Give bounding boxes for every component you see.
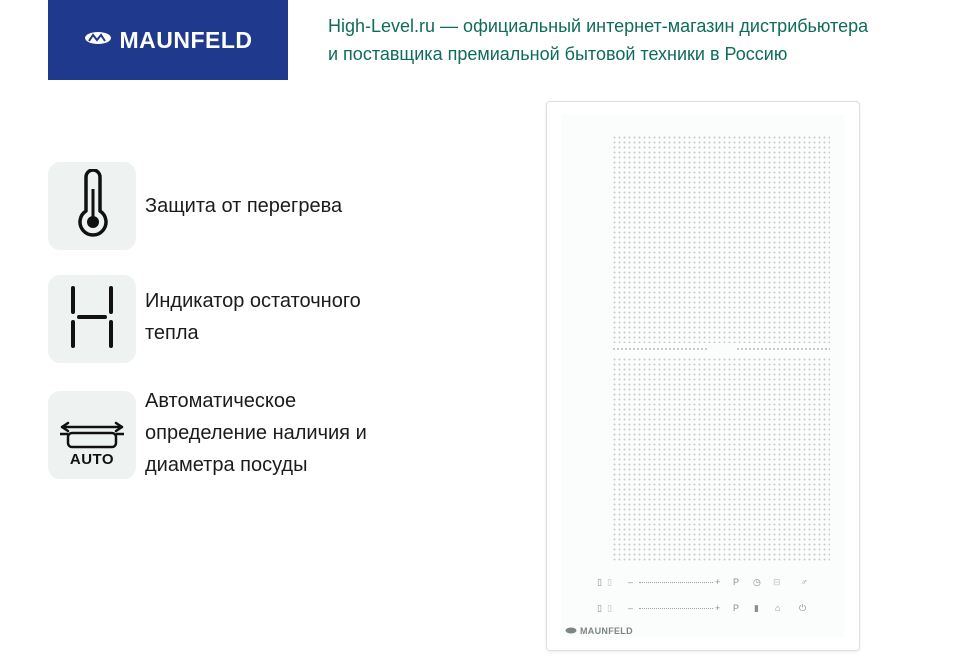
cooking-zone-top bbox=[612, 135, 830, 343]
zone-icon[interactable]: ▯ bbox=[597, 577, 602, 587]
power-slider[interactable] bbox=[639, 582, 713, 583]
feature-icon-tile bbox=[48, 391, 136, 479]
feature-label-line: диаметра посуды bbox=[145, 454, 308, 476]
zone-icon[interactable]: ▯ bbox=[597, 603, 602, 613]
hob-brand-logo bbox=[565, 626, 633, 636]
pause-button[interactable]: P bbox=[733, 577, 740, 587]
zone-indicator-icon: ▯ bbox=[607, 603, 612, 613]
control-row-bottom-zone bbox=[547, 600, 859, 616]
feature-icon-tile bbox=[48, 162, 136, 250]
brand-name: MAUNFELD bbox=[119, 26, 253, 53]
zone-divider-marker bbox=[707, 344, 735, 354]
control-row-top-zone bbox=[547, 574, 859, 590]
lock-icon[interactable]: ⊟ bbox=[773, 577, 781, 587]
minus-button[interactable]: – bbox=[628, 577, 634, 587]
plus-button[interactable]: + bbox=[715, 577, 721, 587]
feature-label bbox=[145, 285, 361, 349]
feature-label-line: тепла bbox=[145, 322, 199, 344]
zone-indicator-icon: ▯ bbox=[607, 577, 612, 587]
feature-auto-pan-detection bbox=[48, 391, 367, 481]
cooking-zone-bottom bbox=[612, 357, 830, 563]
feature-label-line: Индикатор остаточного bbox=[145, 290, 361, 312]
feature-icon-tile bbox=[48, 275, 136, 363]
feature-label-line: Защита от перегрева bbox=[145, 195, 343, 217]
feature-label-line: Автоматическое bbox=[145, 390, 297, 412]
plus-button[interactable]: + bbox=[715, 603, 721, 613]
feature-overheat-protection bbox=[48, 162, 342, 250]
header-line-2: и поставщика премиальной бытовой техники в Россию bbox=[328, 44, 788, 64]
boost-icon[interactable]: ⌂ bbox=[775, 603, 781, 613]
feature-label bbox=[145, 385, 367, 481]
thermometer-icon bbox=[72, 169, 112, 244]
header-line-1: High-Level.ru — официальный интернет-магазин дистрибьютера bbox=[328, 16, 869, 36]
brand-mark-icon bbox=[565, 626, 577, 636]
header-tagline bbox=[328, 12, 948, 68]
hob-brand-name: MAUNFELD bbox=[580, 626, 633, 636]
feature-label bbox=[145, 190, 342, 222]
brand-logo[interactable] bbox=[48, 0, 288, 80]
hob-glass-surface bbox=[561, 114, 845, 638]
brand-mark-icon bbox=[83, 31, 113, 50]
power-slider[interactable] bbox=[639, 608, 713, 609]
feature-residual-heat bbox=[48, 275, 361, 363]
keep-warm-icon[interactable]: ▮ bbox=[754, 603, 759, 613]
feature-label-line: определение наличия и bbox=[145, 422, 367, 444]
power-icon[interactable]: ⏻ bbox=[799, 603, 807, 613]
pause-button[interactable]: P bbox=[733, 603, 740, 613]
timer-icon[interactable]: ◷ bbox=[753, 577, 761, 587]
minus-button[interactable]: – bbox=[628, 603, 634, 613]
bridge-icon[interactable]: ♂ bbox=[801, 577, 808, 587]
induction-hob-image bbox=[546, 101, 860, 651]
auto-icon-text: AUTO bbox=[69, 451, 115, 468]
auto-pan-detection-icon bbox=[56, 399, 128, 471]
residual-heat-h-icon bbox=[67, 284, 117, 355]
